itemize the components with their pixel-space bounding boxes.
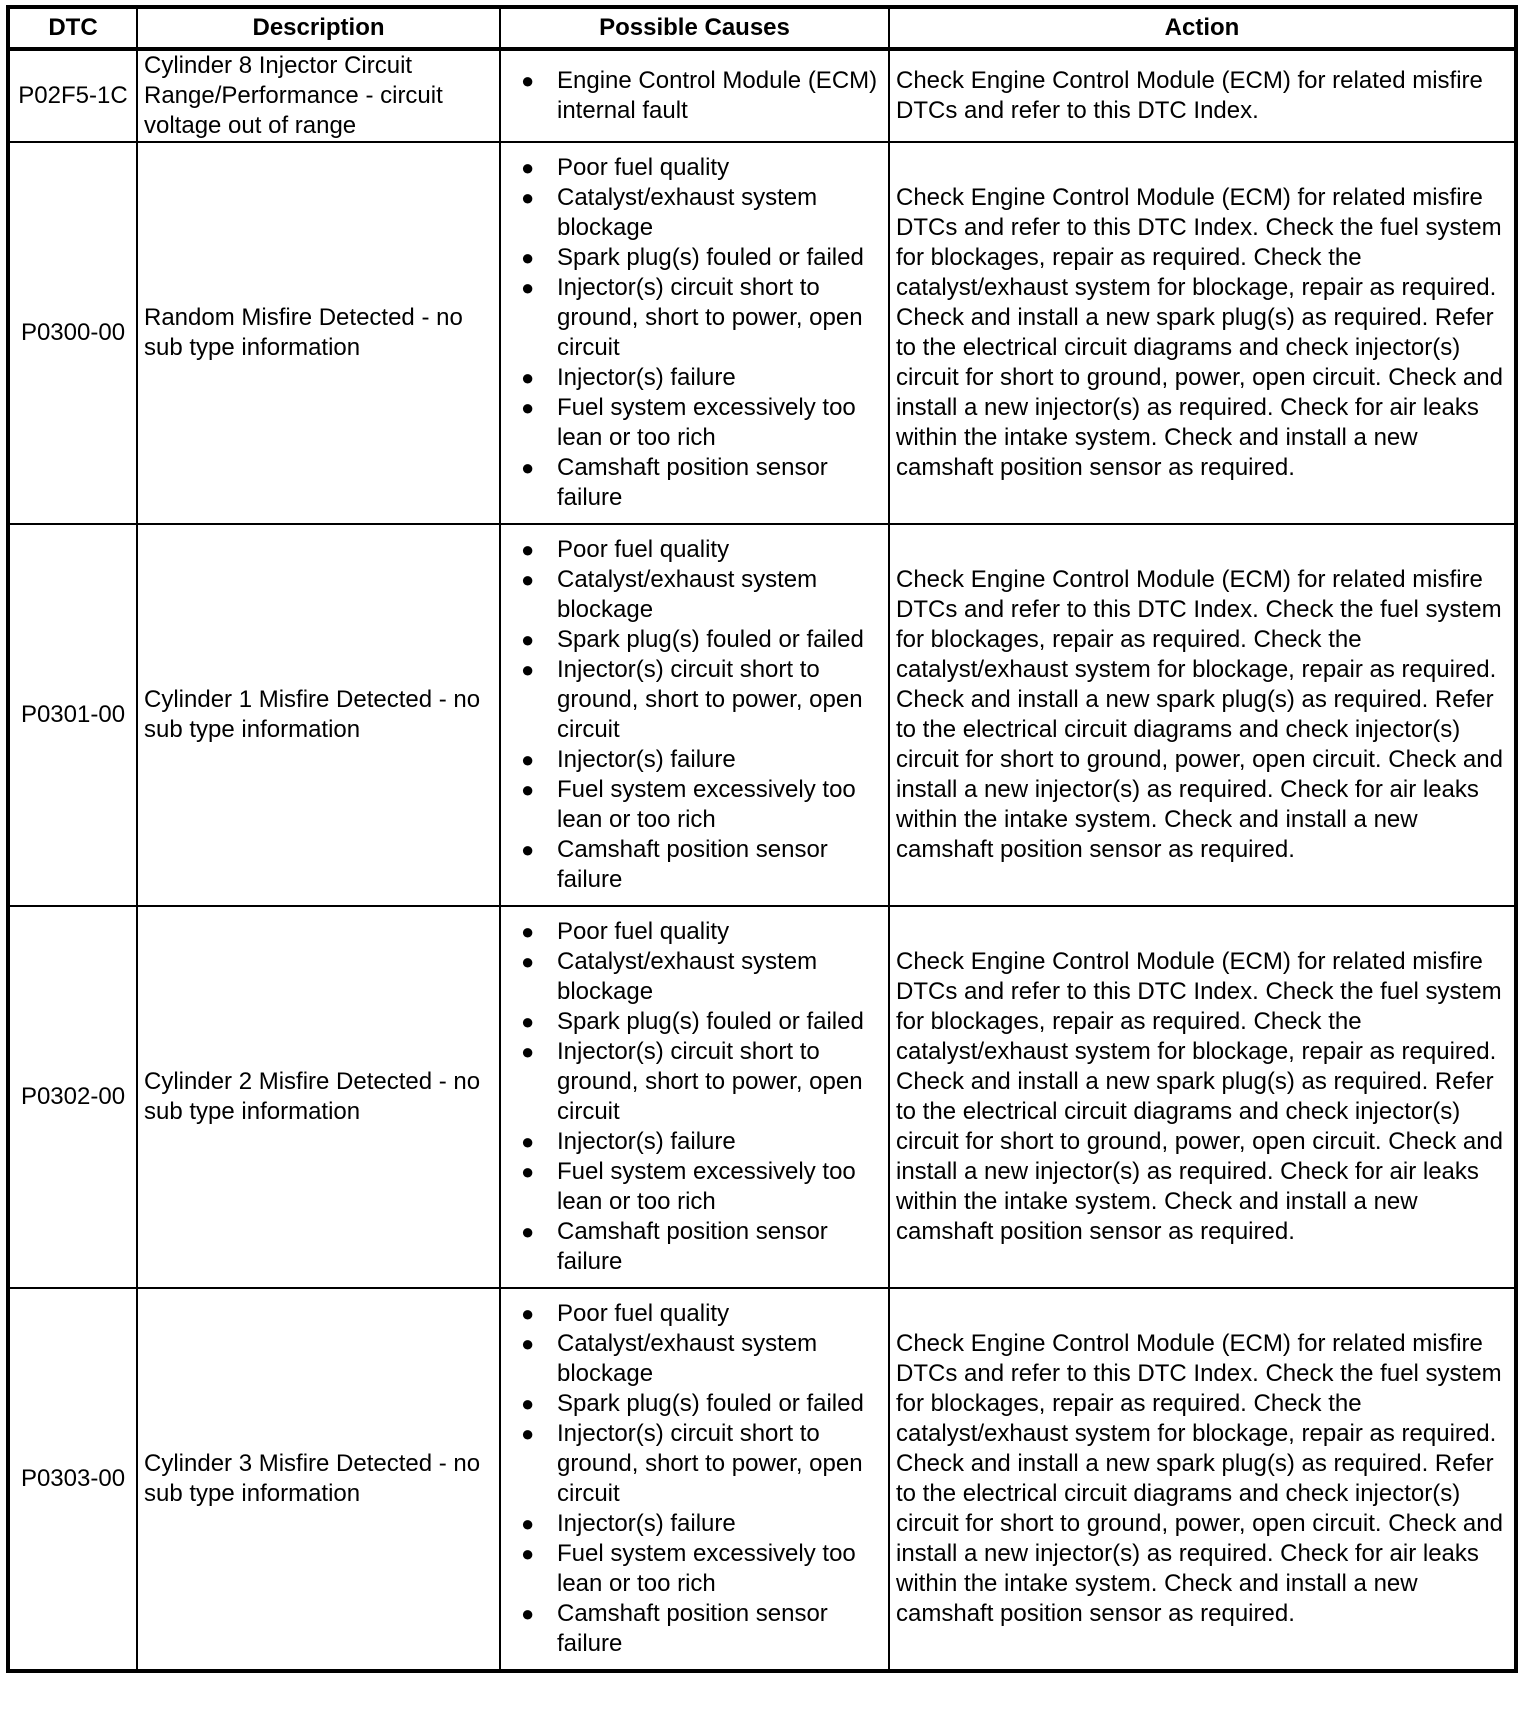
dtc-document-page — [6, 5, 1514, 1673]
cause-text: Fuel system excessively too lean or too rich — [557, 776, 856, 833]
dtc-table — [6, 5, 1518, 1673]
list-item — [521, 1419, 884, 1509]
list-item — [521, 1007, 884, 1037]
list-item — [521, 745, 884, 775]
cause-text: Poor fuel quality — [557, 1300, 730, 1327]
cause-text: Injector(s) circuit short to ground, short to power, open circuit — [557, 1038, 863, 1125]
dtc-code-cell: P0303-00 — [8, 1288, 137, 1671]
cause-text: Poor fuel quality — [557, 536, 730, 563]
bullet-icon: ● — [521, 455, 535, 480]
description-cell: Cylinder 2 Misfire Detected - no sub type information — [137, 906, 500, 1288]
table-row — [8, 49, 1516, 142]
cause-text: Camshaft position sensor failure — [557, 836, 828, 893]
causes-list — [521, 917, 884, 1277]
causes-list — [521, 153, 884, 513]
table-header-row — [8, 7, 1516, 49]
table-row — [8, 524, 1516, 906]
list-item — [521, 535, 884, 565]
dtc-code-cell: P0300-00 — [8, 142, 137, 524]
bullet-icon: ● — [521, 919, 535, 944]
causes-list — [521, 66, 884, 126]
description-cell: Cylinder 8 Injector Circuit Range/Performance - circuit voltage out of range — [137, 49, 500, 142]
list-item — [521, 183, 884, 243]
cause-text: Spark plug(s) fouled or failed — [557, 1390, 864, 1417]
cause-text: Spark plug(s) fouled or failed — [557, 1008, 864, 1035]
header-action: Action — [889, 7, 1516, 49]
list-item — [521, 1509, 884, 1539]
bullet-icon: ● — [521, 1009, 535, 1034]
list-item — [521, 775, 884, 835]
cause-text: Injector(s) failure — [557, 364, 736, 391]
cause-text: Poor fuel quality — [557, 918, 730, 945]
list-item — [521, 1389, 884, 1419]
list-item — [521, 1157, 884, 1217]
list-item — [521, 453, 884, 513]
possible-causes-cell — [500, 49, 889, 142]
possible-causes-cell — [500, 142, 889, 524]
table-row — [8, 906, 1516, 1288]
bullet-icon: ● — [521, 627, 535, 652]
bullet-icon: ● — [521, 1601, 535, 1626]
action-cell: Check Engine Control Module (ECM) for related misfire DTCs and refer to this DTC Index. Check the fuel system for blockages, repair as required. Check the catalyst/exhaust system for blockage, repair as required. Check and install a new spark plug(s) as required. Refer to the electrical circuit diagrams and check injector(s) circuit for short to ground, power, open circuit. Check and install a new injector(s) as required. Check for air leaks within the intake system. Check and install a new camshaft position sensor as required. — [889, 906, 1516, 1288]
dtc-code-cell: P0301-00 — [8, 524, 137, 906]
list-item — [521, 66, 884, 126]
bullet-icon: ● — [521, 567, 535, 592]
cause-text: Camshaft position sensor failure — [557, 1218, 828, 1275]
table-row — [8, 1288, 1516, 1671]
description-cell: Cylinder 1 Misfire Detected - no sub type information — [137, 524, 500, 906]
cause-text: Camshaft position sensor failure — [557, 1600, 828, 1657]
list-item — [521, 947, 884, 1007]
bullet-icon: ● — [521, 185, 535, 210]
bullet-icon: ● — [521, 657, 535, 682]
cause-text: Spark plug(s) fouled or failed — [557, 244, 864, 271]
bullet-icon: ● — [521, 1039, 535, 1064]
cause-text: Injector(s) failure — [557, 1510, 736, 1537]
table-body — [8, 49, 1516, 1671]
cause-text: Poor fuel quality — [557, 154, 730, 181]
bullet-icon: ● — [521, 1511, 535, 1536]
causes-list — [521, 1299, 884, 1659]
causes-list — [521, 535, 884, 895]
cause-text: Catalyst/exhaust system blockage — [557, 1330, 818, 1387]
list-item — [521, 1127, 884, 1157]
list-item — [521, 363, 884, 393]
bullet-icon: ● — [521, 949, 535, 974]
cause-text: Fuel system excessively too lean or too rich — [557, 394, 856, 451]
possible-causes-cell — [500, 1288, 889, 1671]
bullet-icon: ● — [521, 747, 535, 772]
cause-text: Fuel system excessively too lean or too rich — [557, 1540, 856, 1597]
table-row — [8, 142, 1516, 524]
cause-text: Injector(s) failure — [557, 746, 736, 773]
cause-text: Spark plug(s) fouled or failed — [557, 626, 864, 653]
action-cell: Check Engine Control Module (ECM) for related misfire DTCs and refer to this DTC Index. — [889, 49, 1516, 142]
list-item — [521, 393, 884, 453]
list-item — [521, 1037, 884, 1127]
description-cell: Random Misfire Detected - no sub type information — [137, 142, 500, 524]
cause-text: Catalyst/exhaust system blockage — [557, 184, 818, 241]
cause-text: Catalyst/exhaust system blockage — [557, 566, 818, 623]
header-description: Description — [137, 7, 500, 49]
bullet-icon: ● — [521, 1331, 535, 1356]
cause-text: Injector(s) circuit short to ground, short to power, open circuit — [557, 274, 863, 361]
bullet-icon: ● — [521, 1129, 535, 1154]
cause-text: Fuel system excessively too lean or too rich — [557, 1158, 856, 1215]
header-dtc: DTC — [8, 7, 137, 49]
bullet-icon: ● — [521, 275, 535, 300]
cause-text: Engine Control Module (ECM) internal fault — [557, 67, 878, 124]
bullet-icon: ● — [521, 1391, 535, 1416]
bullet-icon: ● — [521, 68, 535, 93]
cause-text: Injector(s) circuit short to ground, short to power, open circuit — [557, 1420, 863, 1507]
list-item — [521, 153, 884, 183]
list-item — [521, 625, 884, 655]
possible-causes-cell — [500, 524, 889, 906]
dtc-code-cell: P02F5-1C — [8, 49, 137, 142]
bullet-icon: ● — [521, 365, 535, 390]
list-item — [521, 1217, 884, 1277]
list-item — [521, 1299, 884, 1329]
dtc-code-cell: P0302-00 — [8, 906, 137, 1288]
list-item — [521, 565, 884, 625]
cause-text: Catalyst/exhaust system blockage — [557, 948, 818, 1005]
bullet-icon: ● — [521, 155, 535, 180]
possible-causes-cell — [500, 906, 889, 1288]
cause-text: Injector(s) failure — [557, 1128, 736, 1155]
bullet-icon: ● — [521, 1301, 535, 1326]
cause-text: Camshaft position sensor failure — [557, 454, 828, 511]
description-cell: Cylinder 3 Misfire Detected - no sub type information — [137, 1288, 500, 1671]
bullet-icon: ● — [521, 1421, 535, 1446]
bullet-icon: ● — [521, 395, 535, 420]
list-item — [521, 917, 884, 947]
list-item — [521, 243, 884, 273]
list-item — [521, 1599, 884, 1659]
bullet-icon: ● — [521, 1219, 535, 1244]
list-item — [521, 1329, 884, 1389]
bullet-icon: ● — [521, 245, 535, 270]
header-possible-causes: Possible Causes — [500, 7, 889, 49]
bullet-icon: ● — [521, 537, 535, 562]
list-item — [521, 1539, 884, 1599]
bullet-icon: ● — [521, 837, 535, 862]
list-item — [521, 835, 884, 895]
list-item — [521, 655, 884, 745]
bullet-icon: ● — [521, 1159, 535, 1184]
bullet-icon: ● — [521, 777, 535, 802]
list-item — [521, 273, 884, 363]
action-cell: Check Engine Control Module (ECM) for related misfire DTCs and refer to this DTC Index. Check the fuel system for blockages, repair as required. Check the catalyst/exhaust system for blockage, repair as required. Check and install a new spark plug(s) as required. Refer to the electrical circuit diagrams and check injector(s) circuit for short to ground, power, open circuit. Check and install a new injector(s) as required. Check for air leaks within the intake system. Check and install a new camshaft position sensor as required. — [889, 142, 1516, 524]
cause-text: Injector(s) circuit short to ground, short to power, open circuit — [557, 656, 863, 743]
action-cell: Check Engine Control Module (ECM) for related misfire DTCs and refer to this DTC Index. Check the fuel system for blockages, repair as required. Check the catalyst/exhaust system for blockage, repair as required. Check and install a new spark plug(s) as required. Refer to the electrical circuit diagrams and check injector(s) circuit for short to ground, power, open circuit. Check and install a new injector(s) as required. Check for air leaks within the intake system. Check and install a new camshaft position sensor as required. — [889, 524, 1516, 906]
bullet-icon: ● — [521, 1541, 535, 1566]
action-cell: Check Engine Control Module (ECM) for related misfire DTCs and refer to this DTC Index. Check the fuel system for blockages, repair as required. Check the catalyst/exhaust system for blockage, repair as required. Check and install a new spark plug(s) as required. Refer to the electrical circuit diagrams and check injector(s) circuit for short to ground, power, open circuit. Check and install a new injector(s) as required. Check for air leaks within the intake system. Check and install a new camshaft position sensor as required. — [889, 1288, 1516, 1671]
